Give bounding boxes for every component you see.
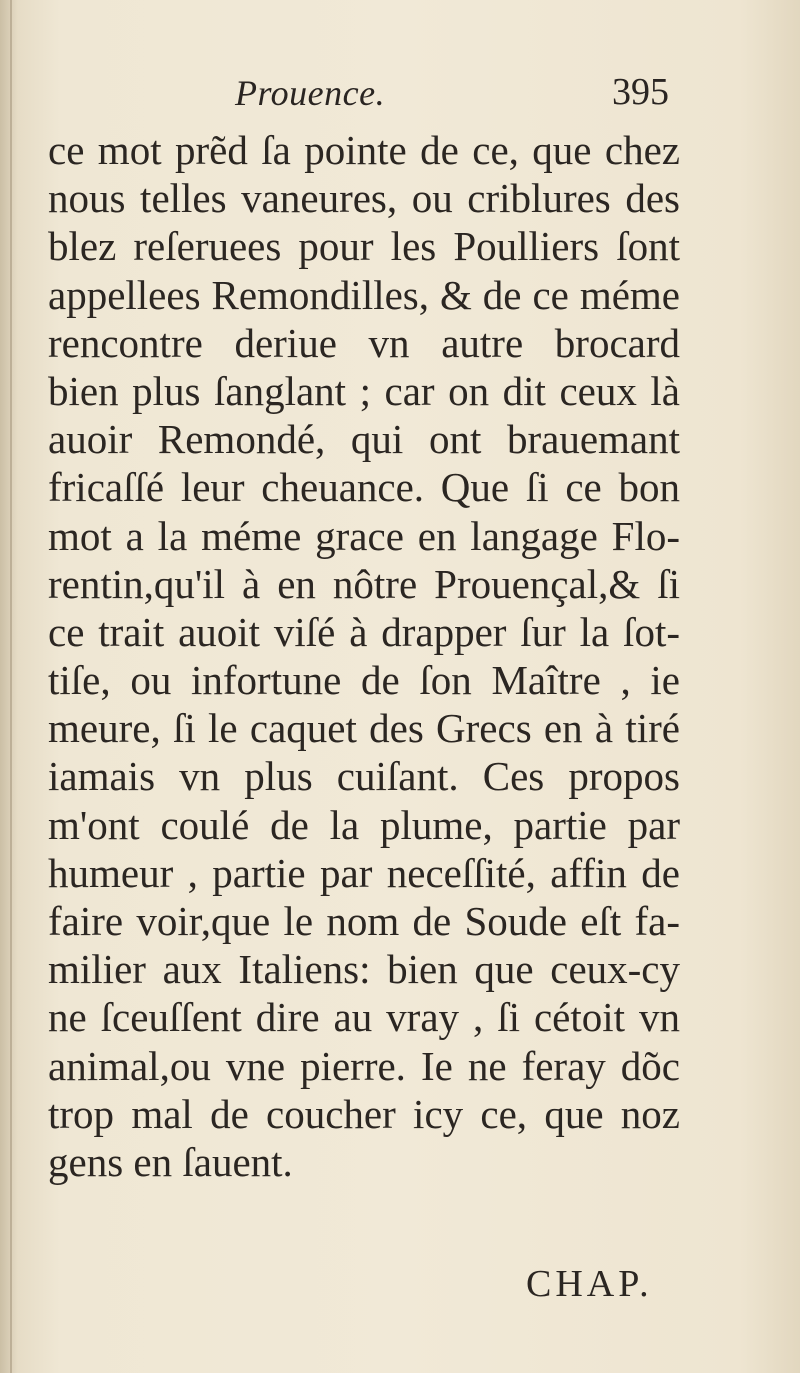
text-line: tiſe, ou infortune de ſon Maître , ie — [48, 657, 680, 704]
text-line: auoir Remondé, qui ont brauemant — [48, 416, 680, 463]
text-line: ce trait auoit viſé à drapper ſur la ſot- — [48, 608, 680, 655]
text-line: gens en ſauent. — [48, 1138, 293, 1185]
text-line: trop mal de coucher icy ce, que noz — [48, 1090, 680, 1137]
page-header — [0, 64, 800, 124]
text-line: bien plus ſanglant ; car on dit ceux là — [48, 367, 680, 414]
text-line: appellees Remondilles, & de ce méme — [48, 271, 680, 318]
text-line: animal,ou vne pierre. Ie ne feray dõc — [48, 1042, 680, 1089]
text-line: rencontre deriue vn autre brocard — [48, 319, 680, 366]
body-text — [48, 126, 680, 1186]
text-line: rentin,qu'il à en nôtre Prouençal,& ſi — [48, 560, 680, 607]
text-line: blez reſeruees pour les Poulliers ſont — [48, 223, 680, 270]
text-line: humeur , partie par neceſſité, affin de — [48, 849, 680, 896]
text-line: faire voir,que le nom de Soude eſt fa- — [48, 898, 680, 944]
text-line: fricaſſé leur cheuance. Que ſi ce bon — [48, 464, 680, 511]
running-head: Prouence. — [235, 73, 386, 113]
text-line: meure, ſi le caquet des Grecs en à tiré — [48, 705, 680, 752]
text-line: ce mot prẽd ſa pointe de ce, que chez — [48, 127, 680, 173]
text-line: m'ont coulé de la plume, partie par — [48, 801, 680, 848]
page-number: 395 — [612, 71, 669, 113]
text-line: mot a la méme grace en langage Flo- — [48, 512, 680, 559]
text-line: milier aux Italiens: bien que ceux-cy — [48, 946, 680, 993]
text-line: nous telles vaneures, ou criblures des — [48, 175, 680, 222]
text-line: ne ſceuſſent dire au vray , ſi cétoit vn — [48, 994, 680, 1041]
gutter-edge — [10, 0, 12, 1373]
text-line: iamais vn plus cuiſant. Ces propos — [48, 753, 680, 800]
catchword: CHAP. — [526, 1263, 653, 1305]
